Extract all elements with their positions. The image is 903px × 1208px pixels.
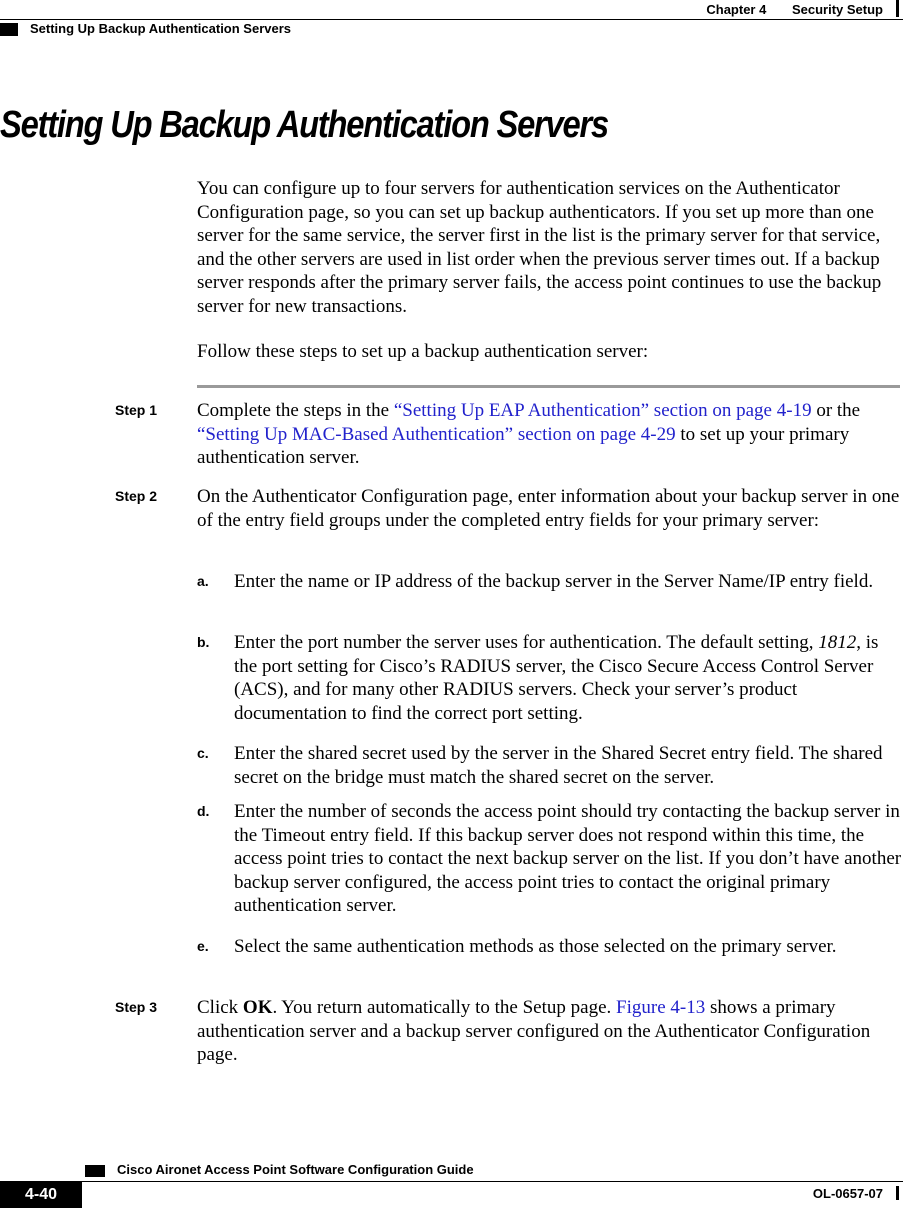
document-number: OL-0657-07 [812,1186,883,1201]
step-1-text-part: Complete the steps in the [197,400,394,421]
procedure-rule [197,385,900,388]
step-3-text-part: . You return automatically to the Setup page. [272,997,617,1018]
intro-paragraph: You can configure up to four servers for authentication services on the Authenticator Configuration page, so you can set up backup authenticators. If you set up more than one server for the same service, the server first in the list is the primary server for that service, and the other servers are used in list order when the previous server times out. If a backup server responds after the primary server fails, the access point continues to use the backup server for new transactions. [197,178,882,317]
substep-b-label: b. [197,634,210,650]
substep-d-text: Enter the number of seconds the access point should try contacting the backup server in the Timeout entry field. If this backup server does not respond within this time, the access point tries to contact the next backup server on the list. If you don’t have another backup server configured, the access point tries to contact the original primary authentication server. [234,801,902,916]
header-tab-marker [0,23,18,36]
step-1-text [197,399,903,470]
eap-authentication-link[interactable]: “Setting Up EAP Authentication” section on page 4-19 [393,400,812,421]
ok-keyword: OK [242,997,273,1018]
footer-tab-marker [85,1165,105,1177]
step-3-text-part: shows a primary authentication server and a backup server configured on the Authenticator Configuration page. [197,997,871,1065]
procedure-lead-in: Follow these steps to set up a backup authentication server: [197,341,649,362]
substep-b-text [234,631,902,725]
substep-a-text: Enter the name or IP address of the backup server in the Server Name/IP entry field. [234,571,874,592]
substep-e-label: e. [197,938,209,954]
running-section-title: Setting Up Backup Authentication Servers [30,21,292,36]
substep-d-label: d. [197,803,210,819]
substep-b-text-part: , is the port setting for Cisco’s RADIUS server, the Cisco Secure Access Control Server (ACS), and for many other RADIUS servers. Check your server’s product documentation to find the correct port setting. [234,632,879,724]
step-3-label: Step 3 [115,999,158,1015]
running-header [706,2,883,17]
figure-4-13-link[interactable]: Figure 4-13 [616,997,706,1018]
footer-guide-title: Cisco Aironet Access Point Software Configuration Guide [117,1162,474,1177]
header-edge-bar [896,0,899,17]
mac-authentication-link[interactable]: “Setting Up MAC-Based Authentication” section on page 4-29 [197,423,676,445]
step-1-text-part: or the [811,400,861,421]
step-1-label: Step 1 [115,402,158,418]
substep-b-text-part: Enter the port number the server uses for authentication. The default setting, [234,632,819,653]
step-1-text-part: to set up your primary authentication server. [197,423,850,468]
substep-e-text: Select the same authentication methods as those selected on the primary server. [234,936,837,957]
footer-rule [0,1181,903,1182]
step-3-text [197,996,903,1067]
substep-c-label: c. [197,745,209,761]
substep-a-label: a. [197,573,209,589]
step-2-text: On the Authenticator Configuration page, enter information about your backup server in one of the entry field groups under the completed entry fields for your primary server: [197,486,900,531]
footer-edge-bar [896,1186,899,1200]
page-title: Setting Up Backup Authentication Servers [0,104,608,146]
chapter-title: Security Setup [791,2,883,17]
header-rule [0,19,903,20]
step-3-text-part: Click [197,997,243,1018]
step-2-label: Step 2 [115,488,158,504]
chapter-number: Chapter 4 [706,2,767,17]
default-port-value: 1812 [818,632,857,653]
substep-c-text: Enter the shared secret used by the server in the Shared Secret entry field. The shared secret on the bridge must match the shared secret on the server. [234,743,883,788]
page-number: 4-40 [0,1181,82,1208]
